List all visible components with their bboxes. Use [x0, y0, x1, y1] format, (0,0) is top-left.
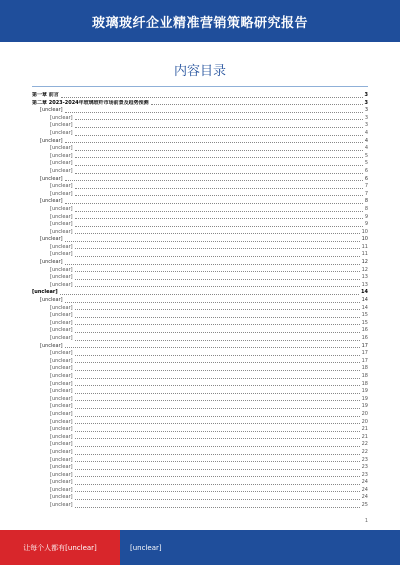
toc-entry[interactable] — [32, 100, 368, 108]
toc-entry-label: [unclear] — [40, 175, 63, 182]
toc-entry[interactable] — [32, 479, 368, 487]
toc-leader-dots — [75, 211, 363, 212]
toc-entry[interactable] — [32, 350, 368, 358]
toc-entry-label: [unclear] — [50, 167, 73, 174]
toc-leader-dots — [75, 248, 360, 249]
toc-entry-page: 19 — [361, 388, 368, 395]
toc-entry-label: [unclear] — [50, 114, 73, 121]
toc-entry[interactable] — [32, 107, 368, 115]
toc-entry[interactable] — [32, 487, 368, 495]
toc-entry[interactable] — [32, 259, 368, 267]
toc-leader-dots — [75, 423, 360, 424]
toc-entry-label: [unclear] — [50, 395, 73, 402]
toc-entry[interactable] — [32, 327, 368, 335]
page-number: 1 — [364, 518, 368, 524]
toc-entry[interactable] — [32, 403, 368, 411]
toc-entry-label: [unclear] — [40, 342, 63, 349]
toc-leader-dots — [65, 180, 363, 181]
toc-leader-dots — [75, 340, 360, 341]
toc-entry-page: 20 — [361, 418, 368, 425]
toc-entry[interactable] — [32, 381, 368, 389]
toc-entry-label: [unclear] — [50, 494, 73, 501]
toc-entry[interactable] — [32, 176, 368, 184]
toc-entry-label: [unclear] — [50, 266, 73, 273]
toc-entry[interactable] — [32, 335, 368, 343]
toc-leader-dots — [75, 416, 360, 417]
toc-entry-label: [unclear] — [50, 152, 73, 159]
toc-entry-label: [unclear] — [50, 471, 73, 478]
toc-entry-page: 8 — [364, 205, 368, 212]
table-of-contents — [32, 92, 368, 510]
toc-entry-label: [unclear] — [50, 281, 73, 288]
toc-entry-label: [unclear] — [50, 448, 73, 455]
toc-title: 内容目录 — [173, 64, 226, 79]
toc-entry-page: 9 — [364, 221, 368, 228]
toc-entry-label: [unclear] — [50, 350, 73, 357]
toc-leader-dots — [75, 431, 360, 432]
toc-entry-page: 4 — [364, 137, 368, 144]
toc-entry[interactable] — [32, 221, 368, 229]
toc-entry-label: [unclear] — [50, 122, 73, 129]
toc-entry-page: 3 — [364, 99, 368, 106]
toc-entry-page: 12 — [361, 266, 368, 273]
toc-leader-dots — [65, 302, 360, 303]
toc-entry-label: 第一章 前言 — [32, 92, 59, 98]
toc-leader-dots — [75, 165, 363, 166]
toc-entry-page: 14 — [361, 289, 368, 296]
toc-entry-page: 18 — [361, 380, 368, 387]
toc-entry-page: 15 — [361, 319, 368, 326]
toc-leader-dots — [75, 233, 360, 234]
toc-entry-label: [unclear] — [50, 274, 73, 281]
toc-leader-dots — [75, 218, 363, 219]
toc-entry-page: 13 — [361, 274, 368, 281]
toc-entry-page: 3 — [364, 122, 368, 129]
toc-entry-page: 17 — [361, 350, 368, 357]
toc-entry-page: 14 — [361, 304, 368, 311]
toc-entry-label: [unclear] — [40, 259, 63, 266]
toc-entry[interactable] — [32, 502, 368, 510]
toc-entry[interactable] — [32, 343, 368, 351]
toc-entry-label: [unclear] — [50, 502, 73, 509]
toc-entry-page: 23 — [361, 471, 368, 478]
report-title: 玻璃玻纤企业精准营销策略研究报告 — [91, 15, 308, 31]
toc-leader-dots — [75, 507, 360, 508]
toc-leader-dots — [65, 347, 360, 348]
toc-entry[interactable] — [32, 206, 368, 214]
toc-entry-label: [unclear] — [50, 183, 73, 190]
toc-entry[interactable] — [32, 312, 368, 320]
toc-entry-page: 16 — [361, 335, 368, 341]
toc-leader-dots — [75, 150, 363, 151]
toc-entry-page: 18 — [361, 372, 368, 379]
toc-entry-page: 19 — [361, 395, 368, 402]
toc-entry[interactable] — [32, 320, 368, 328]
toc-entry-page: 17 — [361, 342, 368, 349]
toc-entry[interactable] — [32, 388, 368, 396]
toc-leader-dots — [75, 256, 360, 257]
toc-leader-dots — [75, 286, 360, 287]
toc-entry-page: 8 — [364, 198, 368, 205]
toc-entry-page: 7 — [364, 183, 368, 190]
toc-leader-dots — [65, 142, 363, 143]
toc-entry-label: [unclear] — [50, 129, 73, 136]
toc-entry[interactable] — [32, 365, 368, 373]
footer-slogan: 让每个人都有[unclear] — [23, 543, 97, 552]
toc-entry[interactable] — [32, 358, 368, 366]
toc-entry-page: 3 — [364, 107, 368, 114]
toc-entry-page: 3 — [364, 114, 368, 121]
toc-entry-label: [unclear] — [50, 365, 73, 372]
toc-entry-page: 18 — [361, 365, 368, 372]
toc-leader-dots — [65, 203, 363, 204]
toc-entry-page: 16 — [361, 327, 368, 334]
toc-leader-dots — [75, 157, 363, 158]
toc-entry-page: 10 — [361, 228, 368, 235]
toc-leader-dots — [75, 393, 360, 394]
toc-entry-page: 9 — [364, 213, 368, 220]
toc-entry-label: [unclear] — [40, 137, 63, 144]
footer-slogan-block — [0, 530, 120, 565]
toc-leader-dots — [75, 438, 360, 439]
toc-entry-label: [unclear] — [50, 410, 73, 417]
toc-leader-dots — [75, 135, 363, 136]
toc-entry-page: 7 — [364, 190, 368, 197]
toc-leader-dots — [75, 408, 360, 409]
toc-leader-dots — [151, 104, 363, 105]
toc-entry-page: 14 — [361, 297, 368, 304]
toc-entry-page: 11 — [361, 251, 368, 258]
toc-entry[interactable] — [32, 426, 368, 434]
toc-entry-label: [unclear] — [50, 304, 73, 311]
toc-entry-page: 21 — [361, 426, 368, 433]
toc-entry-label: [unclear] — [50, 243, 73, 250]
toc-leader-dots — [65, 241, 360, 242]
toc-leader-dots — [60, 294, 359, 295]
toc-entry-page: 10 — [361, 236, 368, 243]
toc-entry[interactable] — [32, 183, 368, 191]
toc-entry-page: 23 — [361, 464, 368, 471]
toc-leader-dots — [75, 362, 360, 363]
toc-entry[interactable] — [32, 214, 368, 222]
toc-leader-dots — [75, 484, 360, 485]
toc-entry-label: [unclear] — [40, 297, 63, 304]
toc-entry[interactable] — [32, 464, 368, 472]
toc-entry-page: 13 — [361, 281, 368, 288]
toc-leader-dots — [75, 195, 363, 196]
toc-leader-dots — [75, 317, 360, 318]
toc-leader-dots — [75, 446, 360, 447]
toc-entry-label: [unclear] — [32, 289, 58, 296]
toc-leader-dots — [75, 385, 360, 386]
toc-entry-label: [unclear] — [50, 441, 73, 448]
toc-leader-dots — [75, 173, 363, 174]
toc-entry[interactable] — [32, 472, 368, 480]
toc-leader-dots — [75, 491, 360, 492]
toc-entry-page: 21 — [361, 433, 368, 440]
toc-entry-label: [unclear] — [50, 403, 73, 410]
toc-entry[interactable] — [32, 251, 368, 259]
toc-entry[interactable] — [32, 494, 368, 502]
toc-entry[interactable] — [32, 138, 368, 146]
toc-entry-label: [unclear] — [50, 190, 73, 197]
toc-entry[interactable] — [32, 153, 368, 161]
toc-entry[interactable] — [32, 297, 368, 305]
toc-leader-dots — [75, 355, 360, 356]
toc-entry-page: 15 — [361, 312, 368, 319]
toc-entry-page: 22 — [361, 441, 368, 448]
toc-entry-page: 6 — [364, 175, 368, 182]
toc-entry-label: [unclear] — [50, 479, 73, 486]
toc-entry-label: [unclear] — [50, 418, 73, 425]
toc-entry-label: [unclear] — [50, 312, 73, 319]
header-bar — [0, 0, 400, 42]
toc-entry-label: [unclear] — [50, 357, 73, 364]
toc-entry-page: 5 — [364, 152, 368, 159]
toc-leader-dots — [75, 499, 360, 500]
toc-entry-page: 4 — [364, 145, 368, 152]
toc-leader-dots — [75, 309, 360, 310]
toc-entry-label: [unclear] — [40, 236, 63, 243]
toc-leader-dots — [65, 264, 360, 265]
toc-leader-dots — [61, 97, 363, 98]
toc-entry[interactable] — [32, 282, 368, 290]
toc-entry-label: [unclear] — [50, 464, 73, 471]
toc-entry[interactable] — [32, 457, 368, 465]
toc-entry-page: 11 — [361, 243, 368, 250]
toc-entry-page: 22 — [361, 448, 368, 455]
toc-leader-dots — [75, 378, 360, 379]
toc-entry-page: 24 — [361, 494, 368, 501]
toc-entry[interactable] — [32, 419, 368, 427]
toc-entry[interactable] — [32, 305, 368, 313]
toc-entry[interactable] — [32, 373, 368, 381]
toc-entry[interactable] — [32, 168, 368, 176]
toc-leader-dots — [75, 469, 360, 470]
toc-entry[interactable] — [32, 411, 368, 419]
toc-entry-page: 24 — [361, 479, 368, 486]
toc-leader-dots — [75, 476, 360, 477]
toc-entry-page: 6 — [364, 167, 368, 174]
toc-entry[interactable] — [32, 244, 368, 252]
toc-entry[interactable] — [32, 449, 368, 457]
toc-entry[interactable] — [32, 198, 368, 206]
toc-entry-page: 25 — [361, 502, 368, 509]
toc-leader-dots — [75, 226, 363, 227]
toc-entry-label: [unclear] — [50, 160, 73, 167]
toc-leader-dots — [75, 324, 360, 325]
toc-leader-dots — [75, 271, 360, 272]
toc-entry[interactable] — [32, 160, 368, 168]
toc-entry-page: 23 — [361, 456, 368, 463]
toc-leader-dots — [75, 461, 360, 462]
toc-entry-label: [unclear] — [50, 228, 73, 235]
toc-entry-label: [unclear] — [50, 433, 73, 440]
toc-entry-label: [unclear] — [50, 456, 73, 463]
toc-entry[interactable] — [32, 115, 368, 123]
toc-entry-page: 12 — [361, 259, 368, 266]
toc-entry-page: 20 — [361, 410, 368, 417]
toc-leader-dots — [75, 332, 360, 333]
toc-leader-dots — [75, 188, 363, 189]
toc-entry-page: 19 — [361, 403, 368, 410]
toc-entry-label: [unclear] — [50, 327, 73, 334]
toc-entry-page: 4 — [364, 129, 368, 136]
toc-entry-page: 24 — [361, 486, 368, 493]
toc-entry[interactable] — [32, 236, 368, 244]
footer-bar — [0, 530, 400, 565]
toc-entry-label: [unclear] — [50, 251, 73, 258]
toc-leader-dots — [75, 279, 360, 280]
toc-entry[interactable] — [32, 267, 368, 275]
toc-entry[interactable] — [32, 130, 368, 138]
toc-leader-dots — [75, 370, 360, 371]
toc-leader-dots — [75, 400, 360, 401]
toc-entry[interactable] — [32, 396, 368, 404]
toc-entry-label: [unclear] — [50, 205, 73, 212]
toc-entry[interactable] — [32, 122, 368, 130]
toc-entry-label: [unclear] — [50, 380, 73, 387]
toc-entry[interactable] — [32, 92, 368, 100]
toc-entry-label: [unclear] — [50, 221, 73, 228]
toc-entry-page: 5 — [364, 160, 368, 167]
toc-leader-dots — [75, 119, 363, 120]
toc-entry-label: [unclear] — [50, 372, 73, 379]
toc-entry-label: [unclear] — [50, 319, 73, 326]
toc-entry-label: 第二章 2023-2024年玻璃玻纤市场前景及趋势预测 — [32, 99, 149, 106]
toc-entry-label: [unclear] — [50, 426, 73, 433]
toc-leader-dots — [75, 454, 360, 455]
toc-entry-label: [unclear] — [50, 213, 73, 220]
toc-entry-label: [unclear] — [50, 145, 73, 152]
toc-leader-dots — [65, 112, 363, 113]
toc-entry[interactable] — [32, 274, 368, 282]
toc-entry-page: 3 — [364, 92, 368, 98]
toc-entry-label: [unclear] — [50, 335, 73, 341]
toc-entry[interactable] — [32, 434, 368, 442]
footer-tagline: [unclear] — [130, 543, 162, 552]
toc-entry[interactable] — [32, 289, 368, 297]
toc-entry[interactable] — [32, 229, 368, 237]
toc-divider — [32, 86, 368, 87]
toc-entry[interactable] — [32, 145, 368, 153]
toc-entry-label: [unclear] — [50, 388, 73, 395]
toc-entry[interactable] — [32, 191, 368, 199]
toc-leader-dots — [75, 127, 363, 128]
toc-entry[interactable] — [32, 441, 368, 449]
toc-entry-page: 17 — [361, 357, 368, 364]
toc-entry-label: [unclear] — [40, 198, 63, 205]
toc-entry-label: [unclear] — [50, 486, 73, 493]
toc-entry-label: [unclear] — [40, 107, 63, 114]
